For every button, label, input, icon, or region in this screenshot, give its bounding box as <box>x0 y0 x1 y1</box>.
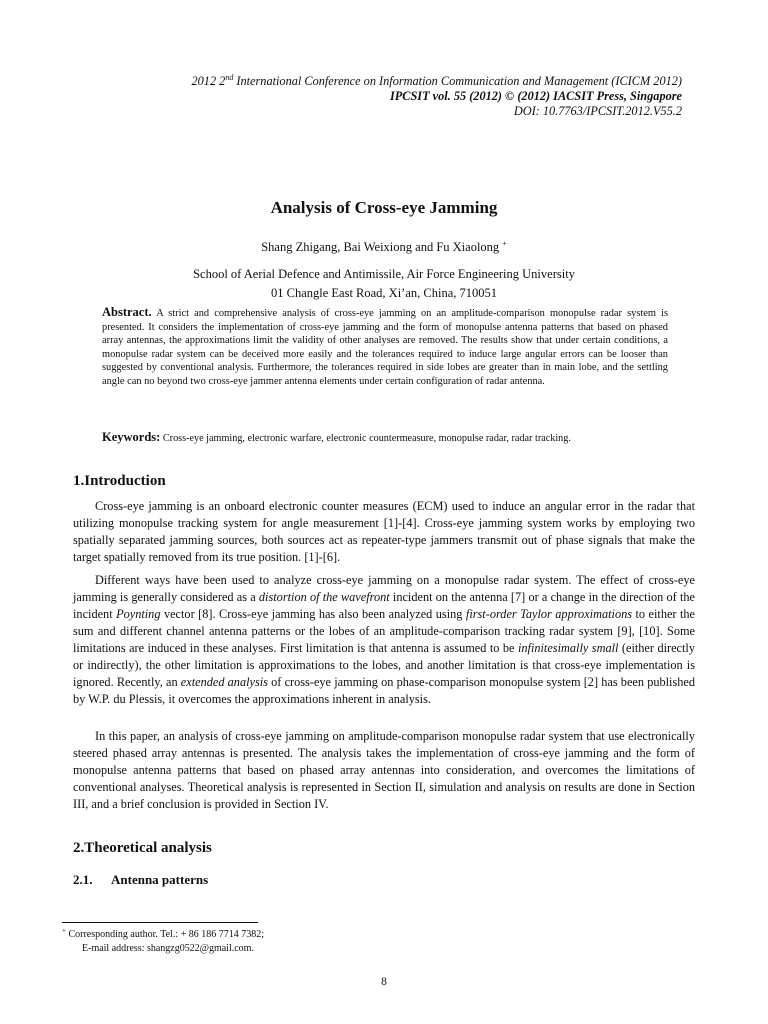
intro-paragraph-2: Different ways have been used to analyze cross-eye jamming on a monopulse radar system. The effect of cross-eye jamming is generally considered as a distortion of the wavefront incident on the antenna [7] or a change in the direction of the incident Poynting vector [8]. Cross-eye jamming has also been analyzed using first-order Taylor approximations to either the sum and different channel antenna patterns or the lobes of an amplitude-comparison tracking radar system [9], [10]. Some limitations are induced in these analyses. First limitation is that antenna is assumed to be infinitesimally small (either directly or indirectly), the other limitation is approximations to the lobes, and another limitation is that cross-eye implementation is ignored. Recently, an extended analysis of cross-eye jamming on phase-comparison monopulse system [2] has been published by W.P. du Plessis, it overcomes the approximations inherent in analysis. <box>73 573 696 706</box>
corresponding-mark: + <box>502 238 507 248</box>
page-number: 8 <box>381 976 387 988</box>
section-heading-introduction: 1.Introduction <box>73 473 166 489</box>
paper-title: Analysis of Cross-eye Jamming <box>270 198 498 217</box>
footnote-divider <box>62 922 258 923</box>
affiliation: School of Aerial Defence and Antimissile, Air Force Engineering University 01 Changle East Road, Xi’an, China, 710051 <box>193 267 575 300</box>
footnote-email: E-mail address: shangzg0522@gmail.com. <box>82 942 254 954</box>
volume-line: IPCSIT vol. 55 (2012) © (2012) IACSIT Press, Singapore <box>389 89 682 103</box>
abstract <box>102 306 668 389</box>
abstract-text: A strict and comprehensive analysis of cross-eye jamming on an amplitude-comparison monopulse radar system is presented. It considers the implementation of cross-eye jamming and the form of monopulse antenna patterns that based on phased array antennas, the approximations limit the validity of other analyses are removed. The results show that under certain conditions, a monopulse radar system can be deceived more easily and the tolerances required to induce large angular errors can be looser than suggested by conventional analysis. Furthermore, the tolerances required in side lobes are greater than in main lobe, and the settling angle can no beyond two cross-eye jammer antenna elements under certain configuration of radar antenna. <box>102 308 669 387</box>
abstract-label: Abstract. <box>102 305 152 319</box>
doi-line: DOI: 10.7763/IPCSIT.2012.V55.2 <box>513 104 682 118</box>
keywords-text: Cross-eye jamming, electronic warfare, electronic countermeasure, monopulse radar, radar tracking. <box>162 433 571 444</box>
footnote: + Corresponding author. Tel.: + 86 186 7714 7382; E-mail address: shangzg0522@gmail.com. <box>62 926 265 954</box>
author-list: Shang Zhigang, Bai Weixiong and Fu Xiaolong + <box>261 238 507 254</box>
conference-line: 2012 2nd International Conference on Information Communication and Management (ICICM 2012) <box>191 72 682 88</box>
intro-paragraph-1: Cross-eye jamming is an onboard electronic counter measures (ECM) used to induce an angular error in the radar that utilizing monopulse tracking system for angle measurement [1]-[4]. Cross-eye jamming system works by employing two spatially separated jamming sources, both sources act as repeater-type jammers transmit out of phase signals that make the target spatially removed from its true position. [1]-[6]. <box>73 499 695 564</box>
subsection-heading-antenna-patterns: 2.1. Antenna patterns <box>73 872 209 887</box>
intro-paragraph-3: In this paper, an analysis of cross-eye jamming on amplitude-comparison monopulse radar system that use electronically steered phased array antennas is presented. The analysis takes the implementation of cross-eye jamming and the form of monopulse antenna patterns that based on phased array antennas into consideration, and overcomes the limitations of conventional analyses. Theoretical analysis is represented in Section II, simulation and analysis on results are done in Section III, and a brief conclusion is provided in Section IV. <box>73 729 695 811</box>
keywords-label: Keywords: <box>102 430 161 444</box>
keywords <box>102 429 668 447</box>
section-heading-theoretical-analysis: 2.Theoretical analysis <box>73 840 212 856</box>
footnote-mark: + <box>62 926 66 935</box>
conference-header <box>192 74 683 119</box>
